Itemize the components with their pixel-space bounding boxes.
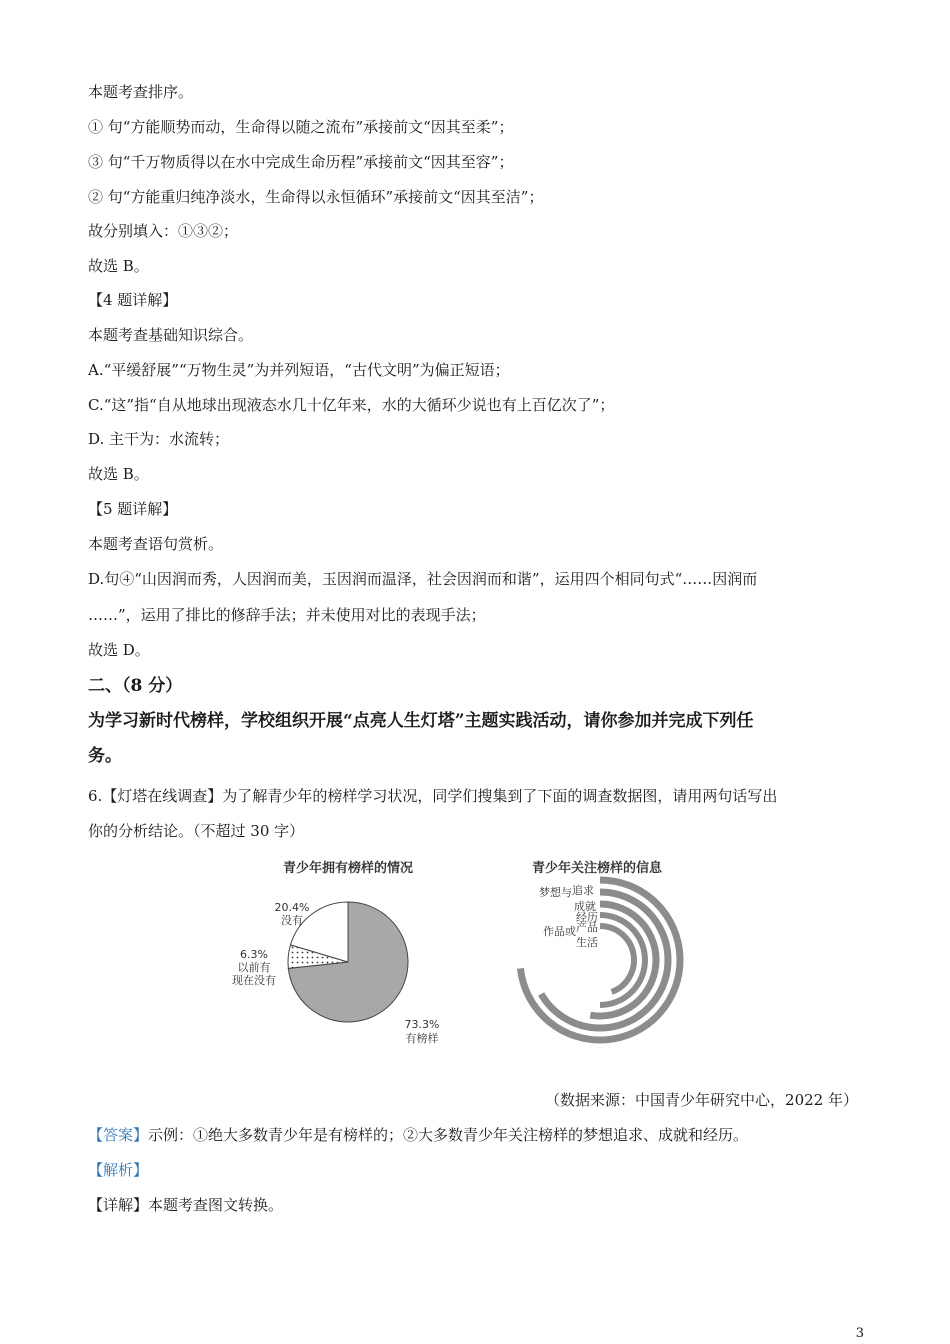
question-6-line-2: 你的分析结论。（不超过 30 字） [88,822,305,840]
text-line-16: ……”，运用了排比的修辞手法；并未使用对比的表现手法； [88,606,486,624]
pie-label-has: 有榜样 [405,1032,439,1045]
text-line-8: 本题考查基础知识综合。 [88,326,254,344]
text-line-4: ② 句“方能重归纯净淡水，生命得以永恒循环”承接前文“因其至洁”； [88,188,544,206]
pie-label-past-value: 6.3% [240,948,268,961]
task-intro-line-2: 务。 [88,746,122,766]
q5-detail-heading: 【5 题详解】 [88,500,178,518]
pie-chart-title: 青少年拥有榜样的情况 [282,861,414,876]
section-heading: 二、（8 分） [88,676,183,696]
question-6-line-1: 6.【灯塔在线调查】为了解青少年的榜样学习状况，同学们搜集到了下面的调查数据图，请用两句话写出 [88,787,778,805]
radial-label-experience: 经历 [576,911,598,924]
survey-charts [200,850,720,1070]
pie-chart [288,902,408,1022]
pie-label-past-line1: 以前有 [237,961,271,974]
radial-bar-chart [520,880,680,1040]
text-line-5: 故分别填入：①③②； [88,222,239,240]
pie-label-none: 没有 [281,914,303,927]
radial-arc-life [600,926,634,992]
text-line-3: ③ 句“千万物质得以在水中完成生命历程”承接前文“因其至容”； [88,153,514,171]
answer-text: 示例：①绝大多数青少年是有榜样的；②大多数青少年关注榜样的梦想追求、成就和经历。 [148,1126,749,1144]
detail-line: 【详解】本题考查图文转换。 [88,1196,284,1214]
data-source-note: （数据来源：中国青少年研究中心，2022 年） [545,1091,858,1109]
radial-label-dream: 梦想与追求 [539,884,594,899]
text-line-1: 本题考查排序。 [88,83,194,101]
text-line-11: D. 主干为：水流转； [88,430,230,448]
text-line-14: 本题考查语句赏析。 [88,535,224,553]
text-line-9: A.“平缓舒展”“万物生灵”为并列短语，“古代文明”为偏正短语； [88,361,510,379]
answer-tag: 【答案】 [88,1126,149,1144]
pie-label-past-line2: 现在没有 [232,974,276,987]
radial-label-achievement: 成就 [574,900,596,913]
task-intro-line-1: 为学习新时代榜样，学校组织开展“点亮人生灯塔”主题实践活动，请你参加并完成下列任 [88,711,754,731]
page-number: 3 [855,1326,864,1341]
pie-label-none-value: 20.4% [274,901,310,914]
text-line-2: ① 句“方能顺势而动，生命得以随之流布”承接前文“因其至柔”； [88,118,514,136]
q4-detail-heading: 【4 题详解】 [88,291,178,309]
radial-chart-title: 青少年关注榜样的信息 [531,861,663,876]
pie-label-has-value: 73.3% [404,1018,440,1031]
answer-line [88,1125,748,1145]
radial-label-works: 作品或产品 [543,921,598,938]
text-line-15: D.句④“山因润而秀，人因润而美，玉因润而温泽，社会因润而和谐”，运用四个相同句式“……因润而 [88,570,758,588]
text-line-6: 故选 B。 [88,257,149,275]
text-line-17: 故选 D。 [88,641,150,659]
text-line-10: C.“这”指“自从地球出现液态水几十亿年来，水的大循环少说也有上百亿次了”； [88,396,615,414]
radial-label-life: 生活 [576,936,598,949]
analysis-tag: 【解析】 [88,1161,149,1179]
text-line-12: 故选 B。 [88,465,149,483]
